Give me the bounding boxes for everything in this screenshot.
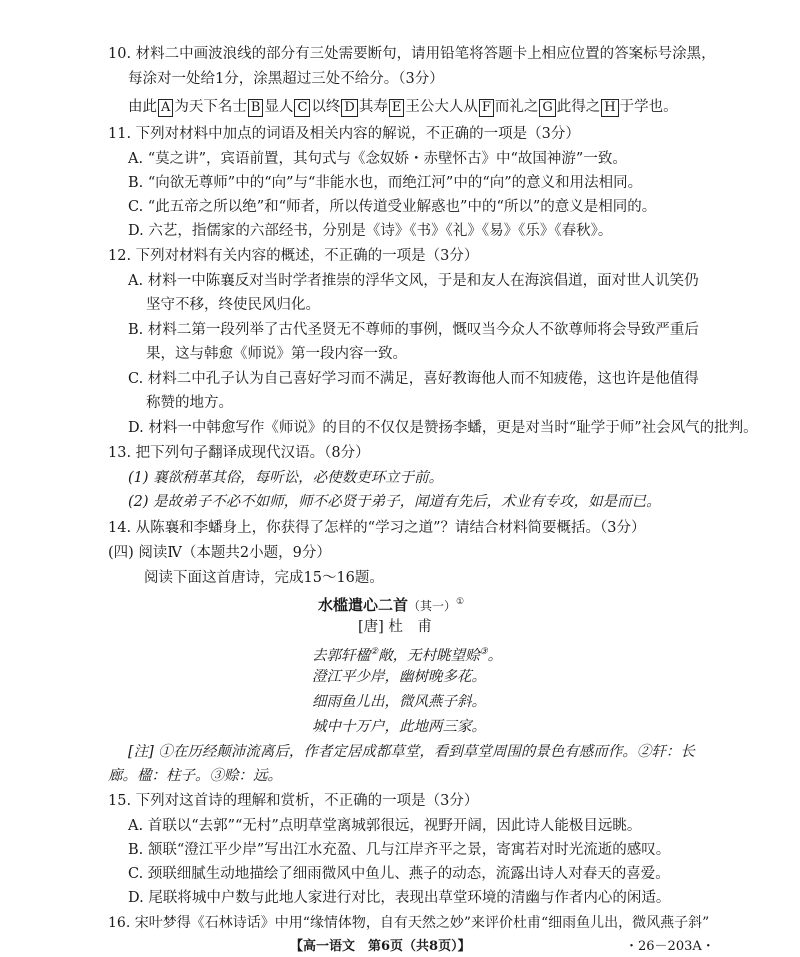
q10-answer-mark-d[interactable]: D xyxy=(341,99,357,117)
poem-line-4: 城中十万户，此地两三家。 xyxy=(312,719,486,735)
q12-option-a-line1: A. 材料一中陈襄反对当时学者推崇的浮华文风，于是和友人在海滨倡道，面对世人讥笑仍 xyxy=(128,273,699,289)
q15-stem: 15. 下列对这首诗的理解和赏析，不正确的一项是（3分） xyxy=(108,793,479,809)
q10-segment-text: 其寿 xyxy=(358,99,388,115)
q12-option-c-line2: 称赞的地方。 xyxy=(146,395,233,411)
q10-segment-text: 王公大人从 xyxy=(405,99,478,115)
q13-sentence-2: (2) 是故弟子不必不如师，师不必贤于弟子，闻道有先后，术业有专攻，如是而已。 xyxy=(128,494,661,510)
q15-option-b: B. 颔联“澄江平少岸”写出江水充盈、几与江岸齐平之景，寄寓若对时光流逝的感叹。 xyxy=(128,842,671,858)
q11-option-c: C. “此五帝之所以绝”和“师者，所以传道受业解惑也”中的“所以”的意义是相同的。 xyxy=(128,199,657,215)
q12-option-a-line2: 坚守不移，终使民风归化。 xyxy=(146,297,320,313)
q10-answer-mark-a[interactable]: A xyxy=(158,99,173,117)
q10-answer-mark-b[interactable]: B xyxy=(248,99,264,117)
poem-author: [唐] 杜 甫 xyxy=(358,619,432,635)
q11-option-d: D. 六艺，指儒家的六部经书，分别是《诗》《书》《礼》《易》《乐》《春秋》。 xyxy=(128,223,613,239)
q10-sentence xyxy=(128,97,678,117)
q10-segment-tail: 于学也。 xyxy=(619,99,678,115)
q10-segment-text: 由此 xyxy=(128,99,157,115)
q10-answer-mark-e[interactable]: E xyxy=(389,99,405,117)
q10-segment-text: 显人 xyxy=(264,99,294,115)
q15-option-c: C. 颈联细腻生动地描绘了细雨微风中鱼儿、燕子的动态，流露出诗人对春天的喜爱。 xyxy=(128,866,670,882)
q10-answer-mark-h[interactable]: H xyxy=(601,99,618,117)
q10-stem-line1: 10. 材料二中画波浪线的部分有三处需要断句，请用铅笔将答题卡上相应位置的答案标号涂黑， xyxy=(108,46,716,62)
q10-answer-mark-f[interactable]: F xyxy=(479,99,494,117)
poem-line-1-c: 。 xyxy=(487,647,503,664)
poem-title-sub: （其一） xyxy=(408,598,457,613)
q12-option-b-line1: B. 材料二第一段列举了古代圣贤无不尊师的事例，慨叹当今众人不欲尊师将会导致严重后 xyxy=(128,322,699,338)
page-footer-code: ・26－203A・ xyxy=(625,939,715,954)
poem-note-line1: [注] ①在历经颠沛流离后，作者定居成都草堂，看到草堂周围的景色有感而作。②轩：长 xyxy=(128,744,695,760)
q10-answer-mark-g[interactable]: G xyxy=(539,99,555,117)
poem-line-1 xyxy=(312,642,502,666)
q10-answer-mark-c[interactable]: C xyxy=(294,99,310,117)
poem-line-1-a: 去郭轩楹 xyxy=(312,647,370,664)
q10-segment-text: 此得之 xyxy=(556,99,601,115)
q10-segment-text: 为天下名士 xyxy=(174,99,247,115)
q10-stem-line2: 每涂对一处给1分，涂黑超过三处不给分。（3分） xyxy=(128,71,444,87)
q16-stem-line1: 16. 宋叶梦得《石林诗话》中用“缘情体物，自有天然之妙”来评价杜甫“细雨鱼儿出，微风燕子斜” xyxy=(108,915,710,931)
q12-option-b-line2: 果，这与韩愈《师说》第一段内容一致。 xyxy=(146,346,407,362)
q15-option-d: D. 尾联将城中户数与此地人家进行对比，表现出草堂环境的清幽与作者内心的闲适。 xyxy=(128,890,671,906)
q11-stem: 11. 下列对材料中加点的词语及相关内容的解说，不正确的一项是（3分） xyxy=(108,126,580,142)
poem-line-3: 细雨鱼儿出，微风燕子斜。 xyxy=(312,694,486,710)
q14-stem: 14. 从陈襄和李蟠身上，你获得了怎样的“学习之道”？请结合材料简要概括。（3分） xyxy=(108,520,646,536)
poem-line-1-note: ② xyxy=(370,647,379,657)
poem-title-note: ① xyxy=(456,597,465,607)
q11-option-b: B. “向欲无尊师”中的“向”与“非能水也，而绝江河”中的“向”的意义和用法相同。 xyxy=(128,175,643,191)
poem-note-line2: 廊。楹：柱子。③赊：远。 xyxy=(108,768,282,784)
q12-option-c-line1: C. 材料二中孔子认为自己喜好学习而不满足，喜好教诲他人而不知疲倦，这也许是他值得 xyxy=(128,371,699,387)
q11-option-a: A. “莫之讲”，宾语前置，其句式与《念奴娇・赤壁怀古》中“故国神游”一致。 xyxy=(128,151,627,167)
q12-stem: 12. 下列对材料有关内容的概述，不正确的一项是（3分） xyxy=(108,248,479,264)
poem-title xyxy=(318,592,464,616)
q13-stem: 13. 把下列句子翻译成现代汉语。（8分） xyxy=(108,445,370,461)
q10-segment-text: 而礼之 xyxy=(494,99,539,115)
poem-line-2: 澄江平少岸，幽树晚多花。 xyxy=(312,669,486,685)
section-4-intro: 阅读下面这首唐诗，完成15～16题。 xyxy=(144,570,384,586)
page-footer-center: 【高一语文 第6页（共8页）】 xyxy=(290,939,471,954)
q15-option-a: A. 首联以“去郭”“无村”点明草堂离城郭很远，视野开阔，因此诗人能极目远眺。 xyxy=(128,818,642,834)
section-4-heading: (四) 阅读Ⅳ（本题共2小题，9分） xyxy=(108,545,331,561)
poem-line-1-b: 敞，无村眺望赊 xyxy=(378,647,480,664)
q12-option-d: D. 材料一中韩愈写作《师说》的目的不仅仅是赞扬李蟠，更是对当时“耻学于师”社会风气的批判。 xyxy=(128,420,758,436)
poem-line-1-note2: ③ xyxy=(479,647,488,657)
q10-segment-text: 以终 xyxy=(311,99,341,115)
q13-sentence-1: (1) 襄欲稍革其俗，每听讼，必使数吏环立于前。 xyxy=(128,470,444,486)
poem-title-text: 水槛遣心二首 xyxy=(318,595,409,614)
